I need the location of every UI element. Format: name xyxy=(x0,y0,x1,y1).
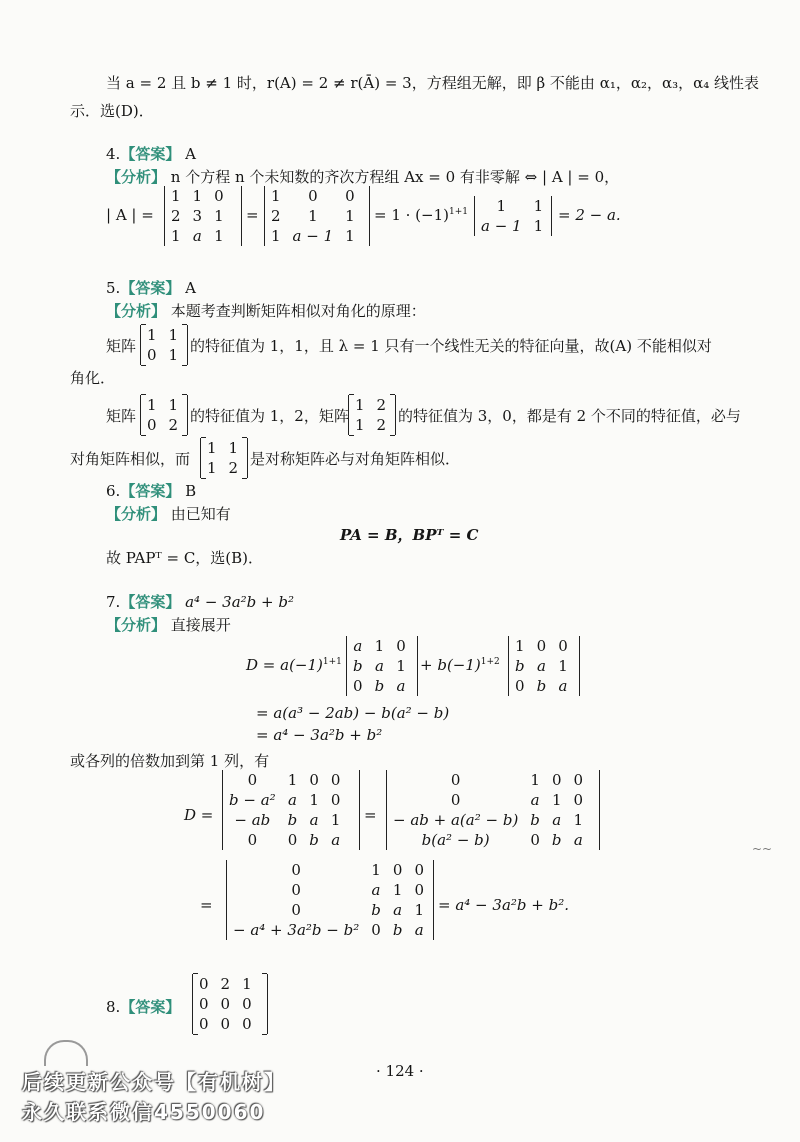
grid-cell: a xyxy=(530,791,540,809)
equals-sign: = xyxy=(246,206,259,224)
analysis-tag: 【分析】 xyxy=(106,505,167,523)
det-grid xyxy=(265,186,361,246)
grid-cell: 0 xyxy=(214,187,224,205)
grid-cell: 0 xyxy=(242,995,252,1013)
grid-cell: 0 xyxy=(330,791,341,809)
grid-cell: 0 xyxy=(573,791,584,809)
grid-cell: 1 xyxy=(355,416,365,434)
grid-cell: a xyxy=(353,637,363,655)
grid-cell: 1 xyxy=(355,396,365,414)
q5-analysis: 本题考查判断矩阵相似对角化的原理： xyxy=(170,302,426,320)
q4-analysis: n 个方程 n 个未知数的齐次方程组 Ax = 0 有非零解 ⇔ | A | = 0， xyxy=(170,168,620,186)
grid-row xyxy=(387,790,589,810)
grid-cell: a − 1 xyxy=(292,227,334,245)
grid-row xyxy=(223,790,346,810)
grid-cell: 1 xyxy=(168,326,179,344)
grid-cell: 1 xyxy=(414,901,424,919)
grid-row xyxy=(201,458,244,478)
q8-header xyxy=(106,996,180,1017)
grid-cell: 0 xyxy=(558,637,568,655)
q5-p1-end: 角化． xyxy=(70,369,116,387)
grid-cell: 1 xyxy=(207,439,217,457)
grid-row xyxy=(193,974,258,994)
grid-cell: 1 xyxy=(168,346,179,364)
q5-p3-pre: 对角矩阵相似，而 xyxy=(70,450,191,468)
q6-analysis-line xyxy=(106,503,231,524)
q6-header xyxy=(106,480,196,501)
grid-cell: b xyxy=(287,811,298,829)
scan-mark: ~~ xyxy=(752,842,773,856)
grid-row xyxy=(509,676,574,696)
grid-cell: 1 xyxy=(242,975,252,993)
grid-cell: 1 xyxy=(530,771,540,789)
grid-row xyxy=(475,216,549,236)
q4-answer: A xyxy=(185,145,196,163)
grid-cell: a xyxy=(396,677,406,695)
q7-number: 7. xyxy=(106,593,121,611)
grid-cell: 1 xyxy=(496,197,507,215)
grid-cell: 2 xyxy=(220,975,231,993)
grid-cell: 1 xyxy=(271,227,281,245)
grid-cell: 2 xyxy=(271,207,281,225)
q5-matrix-3 xyxy=(348,395,396,435)
q7-plus-exp: 1+2 xyxy=(480,657,500,667)
q5-p3-post: 是对称矩阵必与对角矩阵相似． xyxy=(250,450,461,468)
grid-cell: 0 xyxy=(220,995,231,1013)
grid-cell: b xyxy=(371,901,381,919)
grid-cell: 1 xyxy=(207,459,217,477)
grid-cell: 1 xyxy=(392,881,403,899)
q4-lhs: | A | = xyxy=(106,206,154,224)
grid-cell: 1 xyxy=(271,187,281,205)
grid-cell: 1 xyxy=(533,217,544,235)
grid-row xyxy=(141,415,184,435)
grid-cell: a xyxy=(393,901,403,919)
grid-cell: 1 xyxy=(551,791,562,809)
grid-cell: b xyxy=(530,811,540,829)
answer-tag: 【答案】 xyxy=(120,482,181,500)
grid-cell: 0 xyxy=(396,637,406,655)
grid-cell: b xyxy=(515,657,525,675)
q5-matrix-1 xyxy=(140,325,188,365)
det-grid xyxy=(347,636,412,696)
matrix-grid xyxy=(141,325,184,365)
grid-cell: 0 xyxy=(291,881,301,899)
grid-row xyxy=(227,900,430,920)
det-grid xyxy=(387,770,589,850)
grid-cell: 1 xyxy=(147,396,157,414)
grid-cell: 0 xyxy=(199,995,209,1013)
grid-cell: 2 xyxy=(376,416,387,434)
grid-cell: 1 xyxy=(228,439,239,457)
grid-row xyxy=(227,880,430,900)
grid-cell: 1 xyxy=(345,227,355,245)
grid-row xyxy=(223,770,346,790)
grid-row xyxy=(227,920,430,940)
q7-lead-text: D = a(−1) xyxy=(246,656,323,674)
grid-row xyxy=(347,676,412,696)
answer-tag: 【答案】 xyxy=(120,998,181,1016)
q6-answer: B xyxy=(185,482,197,500)
grid-cell: b xyxy=(392,921,403,939)
q5-p1-post: 的特征值为 1，1，且 λ = 1 只有一个线性无关的特征向量，故(A) 不能相似对 xyxy=(190,337,712,355)
grid-cell: 0 xyxy=(392,861,403,879)
q4-analysis-line xyxy=(106,166,619,187)
grid-cell: a xyxy=(371,881,381,899)
q7-analysis: 直接展开 xyxy=(170,616,231,634)
intro-line-2: 示．选(D)． xyxy=(70,102,154,120)
q5-matrix-2 xyxy=(140,395,188,435)
grid-cell: 0 xyxy=(242,1015,252,1033)
grid-cell: 0 xyxy=(247,771,258,789)
intro-line-1: 当 a = 2 且 b ≠ 1 时，r(A) = 2 ≠ r(Ā) = 3，方程组无解，即 β 不能由 α₁，α₂，α₃，α₄ 线性表 xyxy=(106,74,760,92)
grid-cell: a xyxy=(331,831,341,849)
q7-analysis-line xyxy=(106,614,231,635)
analysis-tag: 【分析】 xyxy=(106,168,167,186)
grid-cell: − ab + a(a² − b) xyxy=(393,811,519,829)
grid-cell: 0 xyxy=(353,677,363,695)
matrix-grid xyxy=(141,395,184,435)
q4-result: = 2 − a. xyxy=(558,206,621,224)
q7-plus-text: + b(−1) xyxy=(420,656,481,674)
grid-row xyxy=(193,994,258,1014)
grid-row xyxy=(347,656,412,676)
grid-row xyxy=(141,345,184,365)
grid-cell: 1 xyxy=(573,811,584,829)
watermark-line-2: 永久联系微信4550060 xyxy=(22,1100,266,1124)
grid-cell: 1 xyxy=(330,811,341,829)
grid-row xyxy=(223,810,346,830)
grid-row xyxy=(165,186,230,206)
grid-row xyxy=(475,196,549,216)
q7-answer: a⁴ − 3a²b + b² xyxy=(185,593,294,611)
grid-cell: 0 xyxy=(147,416,157,434)
grid-row xyxy=(265,226,361,246)
grid-cell: a xyxy=(192,227,202,245)
grid-cell: 1 xyxy=(345,207,355,225)
grid-cell: b xyxy=(551,831,562,849)
grid-cell: 2 xyxy=(168,416,179,434)
q6-analysis: 由已知有 xyxy=(170,505,231,523)
grid-row xyxy=(387,810,589,830)
grid-row xyxy=(165,206,230,226)
grid-cell: 1 xyxy=(171,187,181,205)
grid-cell: 1 xyxy=(396,657,406,675)
grid-row xyxy=(349,415,392,435)
grid-cell: a − 1 xyxy=(481,217,522,235)
page-number: · 124 · xyxy=(376,1062,424,1080)
q7-plus xyxy=(420,656,500,674)
q5-answer: A xyxy=(185,279,196,297)
grid-row xyxy=(509,656,574,676)
grid-cell: 1 xyxy=(515,637,525,655)
grid-cell: 1 xyxy=(214,207,224,225)
grid-cell: b − a² xyxy=(229,791,276,809)
grid-cell: b xyxy=(374,677,385,695)
q5-p2-post: 的特征值为 3，0，都是有 2 个不同的特征值，必与 xyxy=(398,407,741,425)
grid-cell: 3 xyxy=(192,207,203,225)
grid-cell: 0 xyxy=(414,881,424,899)
q7-step3: = a⁴ − 3a²b + b² xyxy=(256,726,383,744)
grid-row xyxy=(141,325,184,345)
det-grid xyxy=(165,186,230,246)
det-grid xyxy=(475,196,549,236)
grid-cell: b xyxy=(309,831,319,849)
q7-det-6 xyxy=(226,860,434,940)
q7-step2: = a(a³ − 2ab) − b(a² − b) xyxy=(256,704,450,722)
grid-cell: 0 xyxy=(291,861,301,879)
q5-p2-mid: 的特征值为 1，2，矩阵 xyxy=(190,407,349,425)
q5-matrix-4 xyxy=(200,438,248,478)
grid-cell: a xyxy=(558,677,568,695)
grid-row xyxy=(201,438,244,458)
grid-row xyxy=(265,186,361,206)
grid-row xyxy=(387,770,589,790)
grid-row xyxy=(223,830,346,850)
grid-cell: 1 xyxy=(309,791,319,809)
q8-matrix xyxy=(192,974,268,1034)
grid-row xyxy=(141,395,184,415)
grid-cell: 1 xyxy=(147,326,157,344)
grid-cell: 1 xyxy=(171,227,181,245)
grid-cell: 1 xyxy=(287,771,298,789)
q5-number: 5. xyxy=(106,279,121,297)
grid-cell: a xyxy=(414,921,424,939)
grid-cell: a xyxy=(288,791,297,809)
grid-row xyxy=(347,636,412,656)
grid-cell: 2 xyxy=(376,396,387,414)
grid-cell: 0 xyxy=(536,637,547,655)
q7-det-5 xyxy=(386,770,600,850)
q4-det-3 xyxy=(474,196,552,236)
grid-cell: 0 xyxy=(345,187,355,205)
answer-tag: 【答案】 xyxy=(120,279,181,297)
grid-cell: b xyxy=(536,677,547,695)
grid-row xyxy=(265,206,361,226)
analysis-tag: 【分析】 xyxy=(106,302,167,320)
q6-number: 6. xyxy=(106,482,121,500)
watermark-line-1: 后续更新公众号【有机树】 xyxy=(22,1070,286,1094)
grid-cell: 0 xyxy=(199,1015,209,1033)
grid-cell: 1 xyxy=(374,637,385,655)
answer-tag: 【答案】 xyxy=(120,145,181,163)
matrix-grid xyxy=(193,974,258,1034)
q4-mid xyxy=(374,206,468,224)
grid-cell: 0 xyxy=(291,901,301,919)
grid-cell: b(a² − b) xyxy=(421,831,490,849)
grid-cell: 0 xyxy=(220,1015,231,1033)
det-grid xyxy=(223,770,346,850)
grid-cell: 1 xyxy=(168,396,179,414)
grid-cell: 0 xyxy=(287,831,298,849)
analysis-tag: 【分析】 xyxy=(106,616,167,634)
grid-row xyxy=(349,395,392,415)
q4-det-2 xyxy=(264,186,370,246)
grid-row xyxy=(387,830,589,850)
grid-cell: 0 xyxy=(199,975,209,993)
grid-cell: 0 xyxy=(450,791,461,809)
q7-det-4 xyxy=(222,770,360,850)
grid-cell: a xyxy=(573,831,583,849)
grid-row xyxy=(193,1014,258,1034)
grid-cell: − ab xyxy=(234,811,271,829)
q7-lead xyxy=(246,656,342,674)
matrix-grid xyxy=(201,438,244,478)
grid-cell: 1 xyxy=(214,227,224,245)
q5-header xyxy=(106,277,196,298)
grid-cell: 1 xyxy=(558,657,568,675)
grid-row xyxy=(509,636,574,656)
grid-cell: 0 xyxy=(371,921,381,939)
grid-cell: 0 xyxy=(573,771,584,789)
q4-mid-text: = 1 · (−1) xyxy=(374,206,449,224)
grid-cell: 0 xyxy=(147,346,157,364)
q7-det-a xyxy=(346,636,418,696)
grid-cell: 1 xyxy=(371,861,381,879)
q6-conclusion: 故 PAPᵀ = C，选(B)． xyxy=(106,549,264,567)
q7-D-eq: D = xyxy=(184,806,214,824)
grid-cell: a xyxy=(552,811,562,829)
q7-eq: = xyxy=(364,806,377,824)
det-grid xyxy=(227,860,430,940)
grid-row xyxy=(165,226,230,246)
grid-cell: 1 xyxy=(308,207,318,225)
grid-cell: 0 xyxy=(515,677,525,695)
grid-cell: 1 xyxy=(192,187,203,205)
grid-cell: 2 xyxy=(171,207,181,225)
grid-cell: 0 xyxy=(551,771,562,789)
det-grid xyxy=(509,636,574,696)
grid-cell: 0 xyxy=(450,771,461,789)
q4-det-1 xyxy=(164,186,242,246)
answer-tag: 【答案】 xyxy=(120,593,181,611)
grid-cell: a xyxy=(536,657,546,675)
q4-number: 4. xyxy=(106,145,121,163)
q5-p2-pre: 矩阵 xyxy=(106,407,137,425)
q5-analysis-line xyxy=(106,300,426,321)
q7-det-b xyxy=(508,636,580,696)
grid-cell: 0 xyxy=(308,187,318,205)
q7-lead-exp: 1+1 xyxy=(322,657,342,667)
grid-cell: 0 xyxy=(247,831,258,849)
q5-p1-pre: 矩阵 xyxy=(106,337,137,355)
matrix-grid xyxy=(349,395,392,435)
grid-cell: 0 xyxy=(414,861,424,879)
q7-header xyxy=(106,591,294,612)
grid-cell: b xyxy=(353,657,363,675)
grid-cell: 1 xyxy=(533,197,544,215)
grid-row xyxy=(227,860,430,880)
q7-alt: 或各列的倍数加到第 1 列，有 xyxy=(70,752,270,770)
q8-number: 8. xyxy=(106,998,121,1016)
grid-cell: 2 xyxy=(228,459,239,477)
q7-eq2: = xyxy=(200,896,213,914)
q7-final: = a⁴ − 3a²b + b². xyxy=(438,896,569,914)
q6-formula: PA = B，BPᵀ = C xyxy=(340,526,479,544)
grid-cell: − a⁴ + 3a²b − b² xyxy=(233,921,360,939)
grid-cell: 0 xyxy=(530,831,540,849)
grid-cell: a xyxy=(374,657,384,675)
grid-cell: 0 xyxy=(330,771,341,789)
grid-cell: a xyxy=(309,811,319,829)
grid-cell: 0 xyxy=(309,771,319,789)
q4-mid-exp: 1+1 xyxy=(449,207,468,217)
q4-header xyxy=(106,143,196,164)
